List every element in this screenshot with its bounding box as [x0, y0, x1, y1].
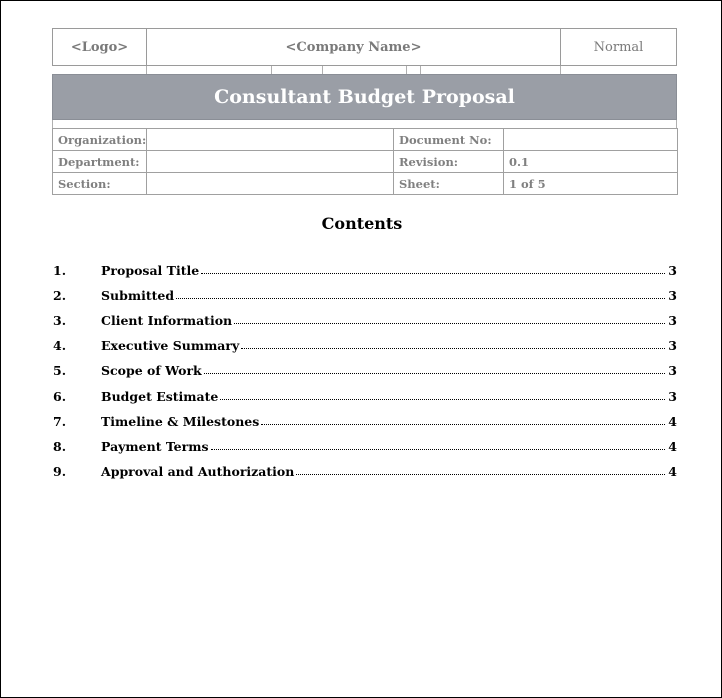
toc-page: 3	[668, 263, 677, 279]
toc-leader	[204, 373, 665, 374]
toc-entry[interactable]	[53, 328, 677, 353]
header-table	[52, 28, 677, 66]
toc-page: 4	[668, 463, 677, 479]
toc-title: Approval and Authorization	[101, 463, 295, 479]
toc-title: Scope of Work	[101, 363, 202, 379]
toc-number: 1.	[53, 263, 67, 279]
document-no-label: Document No:	[394, 129, 504, 151]
toc-number: 3.	[53, 313, 67, 329]
toc-number: 7.	[53, 413, 67, 429]
toc-entry[interactable]	[53, 278, 677, 303]
toc-number: 2.	[53, 288, 67, 304]
document-meta-table	[52, 128, 678, 195]
meta-row	[53, 173, 678, 195]
toc-leader	[211, 449, 666, 450]
toc-leader	[296, 474, 665, 475]
style-label: Normal	[593, 39, 644, 55]
toc-entry[interactable]	[53, 378, 677, 403]
toc-entry[interactable]	[53, 429, 677, 454]
toc-leader	[176, 298, 665, 299]
sheet-value: 1 of 5	[504, 173, 678, 195]
revision-label: Revision:	[394, 151, 504, 173]
toc-leader	[201, 273, 665, 274]
logo-placeholder: <Logo>	[53, 29, 147, 65]
toc-number: 4.	[53, 338, 67, 354]
toc-title: Budget Estimate	[101, 388, 219, 404]
organization-value	[147, 129, 394, 151]
toc-number: 5.	[53, 363, 67, 379]
toc-page: 4	[668, 413, 677, 429]
toc-page: 3	[668, 288, 677, 304]
contents-heading: Contents	[321, 214, 403, 233]
section-label: Section:	[53, 173, 147, 195]
toc-entry[interactable]	[53, 404, 677, 429]
toc-entry[interactable]	[53, 353, 677, 378]
toc-title: Executive Summary	[101, 338, 240, 354]
toc-page: 4	[668, 438, 677, 454]
header-rule-ticks	[52, 66, 677, 74]
toc-leader	[261, 424, 665, 425]
department-value	[147, 151, 394, 173]
toc-number: 8.	[53, 438, 67, 454]
toc-leader	[234, 323, 665, 324]
table-of-contents	[53, 253, 677, 479]
toc-page: 3	[668, 388, 677, 404]
organization-label: Organization:	[53, 129, 147, 151]
toc-title: Proposal Title	[101, 263, 200, 279]
toc-leader	[220, 399, 665, 400]
department-label: Department:	[53, 151, 147, 173]
toc-entry[interactable]	[53, 253, 677, 278]
toc-title: Timeline & Milestones	[101, 413, 260, 429]
toc-number: 9.	[53, 463, 67, 479]
meta-row	[53, 151, 678, 173]
sheet-label: Sheet:	[394, 173, 504, 195]
toc-title: Payment Terms	[101, 438, 209, 454]
toc-page: 3	[668, 363, 677, 379]
toc-leader	[241, 348, 665, 349]
toc-number: 6.	[53, 388, 67, 404]
meta-row	[53, 129, 678, 151]
toc-page: 3	[668, 313, 677, 329]
toc-title: Submitted	[101, 288, 175, 304]
toc-page: 3	[668, 338, 677, 354]
section-value	[147, 173, 394, 195]
toc-title: Client Information	[101, 313, 233, 329]
document-no-value	[504, 129, 678, 151]
toc-entry[interactable]	[53, 454, 677, 479]
document-title: Consultant Budget Proposal	[52, 74, 677, 120]
title-rule-ticks	[52, 120, 677, 128]
toc-entry[interactable]	[53, 303, 677, 328]
revision-value: 0.1	[504, 151, 678, 173]
company-name: <Company Name>	[147, 29, 561, 65]
